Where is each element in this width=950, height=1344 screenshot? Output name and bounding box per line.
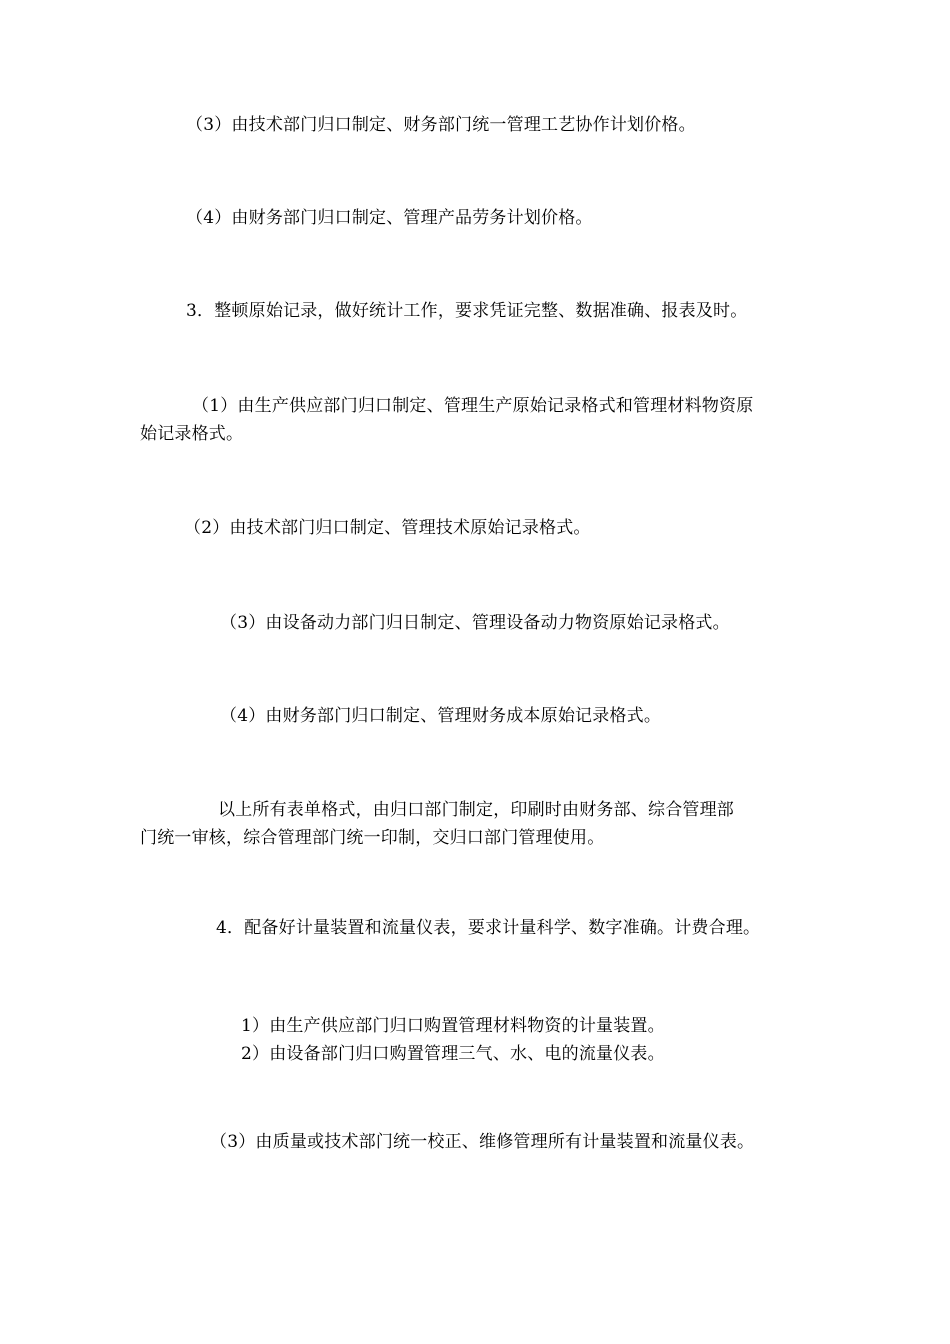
paragraph-section-4: 4．配备好计量装置和流量仪表，要求计量科学、数字准确。计费合理。 xyxy=(216,918,761,938)
paragraph-3-calibration: （3）由质量或技术部门统一校正、维修管理所有计量装置和流量仪表。 xyxy=(210,1132,755,1152)
paragraph-line: 始记录格式。 xyxy=(140,424,244,444)
paragraph-3-pricing: （3）由技术部门归口制定、财务部门统一管理工艺协作计划价格。 xyxy=(186,115,696,135)
paragraph-line: 1）由生产供应部门归口购置管理材料物资的计量装置。 xyxy=(241,1016,665,1036)
paragraph-3-records: （3）由设备动力部门归日制定、管理设备动力物资原始记录格式。 xyxy=(220,613,730,633)
paragraph-2-records: （2）由技术部门归口制定、管理技术原始记录格式。 xyxy=(184,518,591,538)
paragraph-meters xyxy=(241,1012,665,1068)
paragraph-4-pricing: （4）由财务部门归口制定、管理产品劳务计划价格。 xyxy=(186,208,593,228)
paragraph-line: 2）由设备部门归口购置管理三气、水、电的流量仪表。 xyxy=(241,1044,665,1064)
paragraph-section-3: 3．整顿原始记录，做好统计工作，要求凭证完整、数据准确、报表及时。 xyxy=(186,301,748,321)
paragraph-1-records xyxy=(140,392,753,448)
paragraph-forms-note xyxy=(140,796,734,852)
paragraph-line: 门统一审核，综合管理部门统一印制，交归口部门管理使用。 xyxy=(140,828,605,848)
paragraph-line: 以上所有表单格式，由归口部门制定，印刷时由财务部、综合管理部 xyxy=(218,800,734,820)
paragraph-line: （1）由生产供应部门归口制定、管理生产原始记录格式和管理材料物资原 xyxy=(192,396,754,416)
paragraph-4-records: （4）由财务部门归口制定、管理财务成本原始记录格式。 xyxy=(220,706,662,726)
